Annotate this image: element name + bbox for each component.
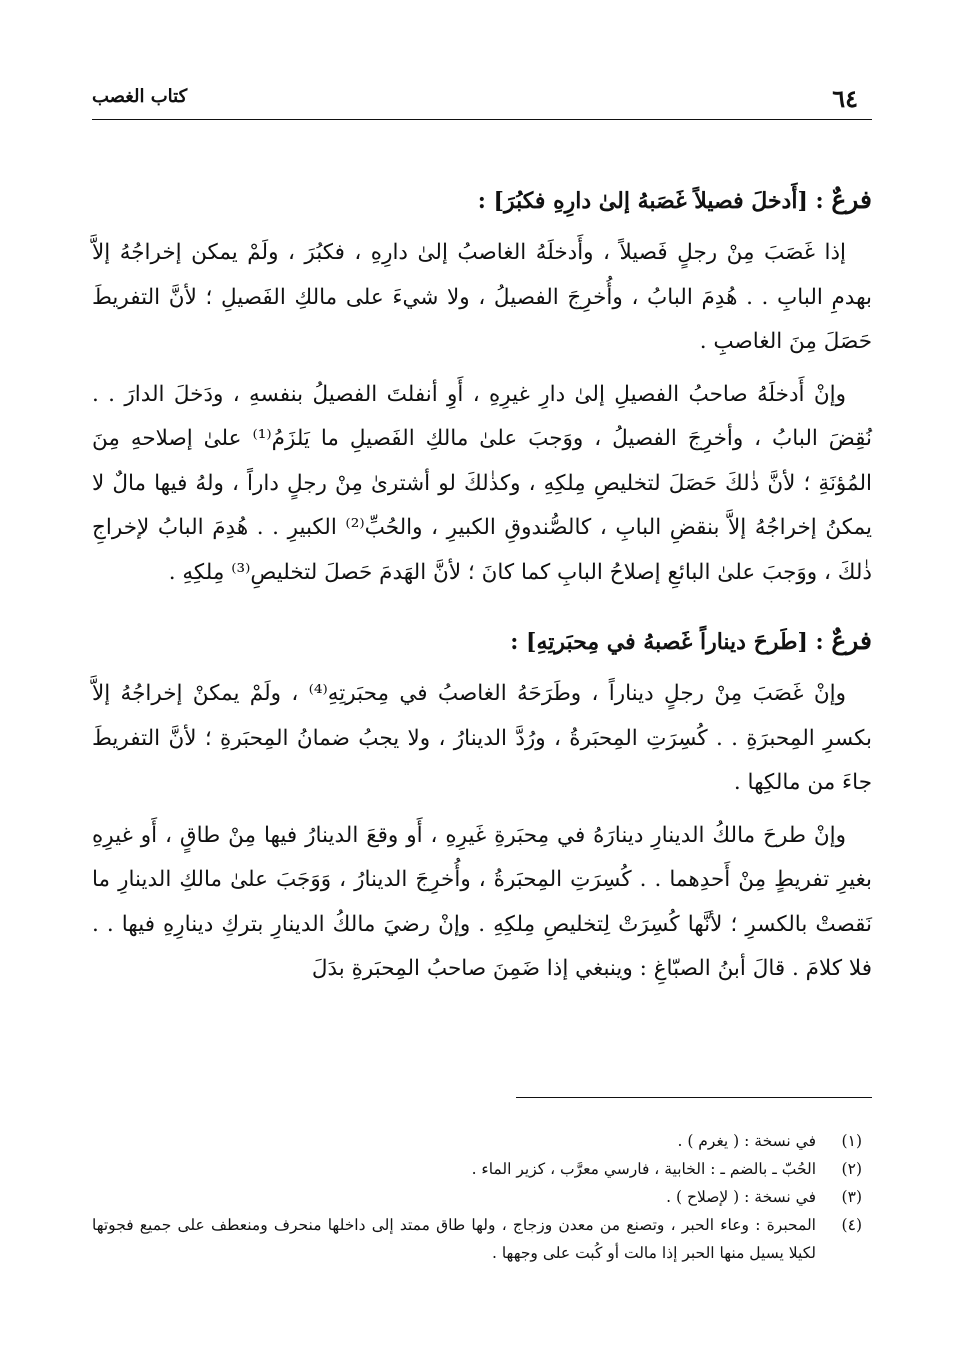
header-rule [92, 119, 872, 120]
footnote-item [92, 1183, 872, 1211]
paragraph: وإنْ غَصَبَ مِنْ رجلٍ ديناراً ، وطَرَحَهُ الغاصبُ في مِحبَرتِهِ⁽⁴⁾ ، ولَمْ يمكنْ إخراجُهُ إلاَّ بكسرِ المِحبرَةِ . . كُسِرَتِ المِحبَرةُ ، ورُدَّ الدينارُ ، ولا يجبُ ضمانُ المِحبَرةِ ؛ لأنَّ التفريطَ جاءَ من مالكِها . [92, 681, 872, 795]
paragraph: إذا غَصَبَ مِنْ رجلٍ فَصيلاً ، وأَدخلَهُ الغاصبُ إلىٰ دارِهِ ، فكبُرَ ، ولَمْ يمكن إخراجُهُ إلاَّ بهدمِ البابِ . . هُدِمَ البابُ ، وأُخرِجَ الفصيلُ ، ولا شيءَ على مالكِ الفَصيلِ ؛ لأنَّ التفريطَ حَصَلَ مِنَ الغاصبِ . [92, 240, 872, 354]
footnote-item [92, 1155, 872, 1183]
running-title: كتاب الغصب [92, 86, 188, 107]
page-number: ٦٤ [832, 84, 858, 113]
section-title-text: : [طَرحَ ديناراً غَصبهُ في مِحبَرتِهِ] : [510, 629, 832, 655]
section-keyword: فرعٌ [831, 626, 872, 655]
footnote-item [92, 1211, 872, 1267]
section-heading [92, 619, 872, 664]
paragraph: وإنْ أَدخلَهُ صاحبُ الفصيلِ إلىٰ دارِ غيرِهِ ، أَوِ أنفلتَ الفصيلُ بنفسهِ ، ودَخلَ الدارَ . . نُقِضَ البابُ ، وأخرِجَ الفصيلُ ، ووَجبَ علىٰ مالكِ الفَصيلِ ما يَلزَمُ⁽¹⁾ علىٰ إصلاحهِ مِنَ المُؤنَةِ ؛ لأنَّ ذٰلكَ حَصَلَ لتخليصِ مِلكِهِ ، وكذٰلكَ لو أشترىٰ مِنْ رجلٍ داراً ، ولهُ فيها مالٌ لا يمكنُ إخراجُهُ إلاَّ بنقضِ البابِ ، كالصُّندوقِ الكبيرِ ، والحُبِّ⁽²⁾ الكبيرِ . . هُدِمَ البابُ لإخراجِ ذٰلكَ ، ووَجبَ علىٰ البائعِ إصلاحُ البابِ كما كانَ ؛ لأنَّ الهَدمَ حَصلَ لتخليصِ⁽³⁾ مِلكِهِ . [92, 381, 872, 585]
footnote-number: (٣) [841, 1188, 862, 1206]
paragraph: وإنْ طرحَ مالكُ الدينارِ دينارَهُ في مِحبَرةِ غَيرِهِ ، أَو وقعَ الدينارُ فيها مِنْ طاقٍ ، أَو غيرِهِ بغيرِ تفريطٍ مِنْ أَحدِهما . . كُسِرَتِ المِحبَرةُ ، وأُخرِجَ الدينارُ ، وَوَجَبَ علىٰ مالكِ الدينارِ ما نَقصتْ بالكسرِ ؛ لأنَّها كُسِرَتْ لِتخليصِ مِلكِهِ . وإنْ رضيَ مالكُ الدينارِ بتركِ دينارِهِ فيها . . فلا كلامَ . قالَ أبنُ الصبّاغِ : وينبغي إذا ضَمِنَ صاحبُ المِحبَرةِ بدَلَ [92, 822, 872, 981]
footnote-text: المحبرة : وعاء الحبر ، وتصنع من معدن وزجاج ، ولها طاق ممتد إلى داخلها منحرف ومنعطف على جميع فجوتها لكيلا يسيل منها الحبر إذا مالت أو كُبت على وجهها . [92, 1216, 816, 1262]
page-header [92, 80, 872, 116]
footnote-text: في نسخة : ( يغرم ) . [677, 1132, 816, 1150]
footnote-text: في نسخة : ( لإصلاح ) . [666, 1188, 816, 1206]
section-heading [92, 178, 872, 223]
section-title-text: : [أَدخلَ فصيلاً غَصَبهُ إلىٰ دارِهِ فكبُرَ] : [477, 188, 832, 214]
footnotes [92, 1127, 872, 1267]
main-text [92, 178, 872, 992]
footnote-number: (١) [841, 1132, 862, 1150]
footnote-number: (٢) [841, 1160, 862, 1178]
footnote-text: الحُبّ ـ بالضم ـ : الخابية ، فارسي معرَّب ، كزير الماء . [471, 1160, 816, 1178]
section-keyword: فرعٌ [831, 185, 872, 214]
footnote-number: (٤) [841, 1216, 862, 1234]
footnote-item [92, 1127, 872, 1155]
footnote-rule [516, 1097, 872, 1098]
